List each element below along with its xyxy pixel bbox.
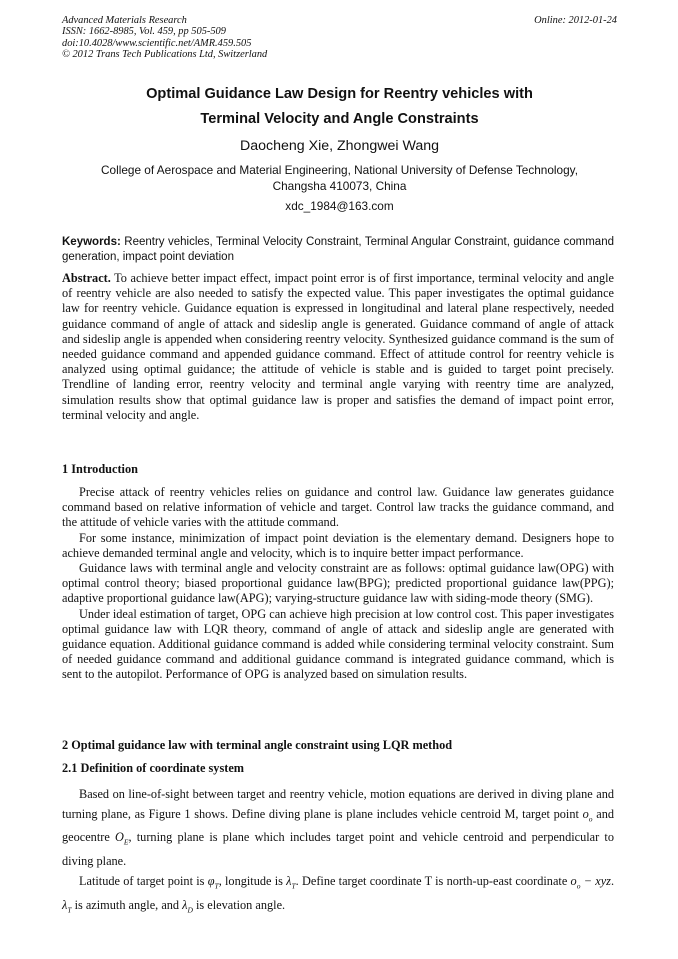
paragraph: Precise attack of reentry vehicles relies on guidance and control law. Guidance law generates guidance command based on relative information of vehicle and target. Control law tracks the guidance command, and the attitude of vehicle varies with the attitude command. (62, 485, 614, 530)
affiliation-line-1: College of Aerospace and Material Engineering, National University of Defense Technology, (101, 163, 578, 177)
paragraph: Under ideal estimation of target, OPG can achieve high precision at low control cost. This paper investigates optimal guidance law with LQR theory, command of angle of attack and sideslip angle are generated with guidance equation. Additional guidance command is added while considering terminal velocity constraint. Sum of needed guidance command and additional guidance command is integrated guidance command, which is sent to the autopilot. Performance of OPG is analyzed based on simulation results. (62, 606, 614, 682)
introduction-body (62, 485, 614, 683)
title-line-2: Terminal Velocity and Angle Constraints (200, 111, 479, 127)
keywords-text: Reentry vehicles, Terminal Velocity Constraint, Terminal Angular Constraint, guidance command generation, impact point deviation (62, 236, 614, 263)
math-subscript: E (123, 837, 129, 847)
issn-line: ISSN: 1662-8985, Vol. 459, pp 505-509 (62, 26, 226, 38)
journal-name: Advanced Materials Research (62, 15, 187, 26)
paragraph (62, 785, 614, 872)
math-symbol: − xyz (580, 873, 611, 888)
math-geocentre (115, 830, 129, 847)
math-target-coordinate (570, 873, 611, 891)
math-elevation (182, 897, 193, 915)
author-email: xdc_1984@163.com (285, 199, 394, 213)
keywords-label: Keywords: (62, 236, 121, 248)
math-azimuth (62, 897, 72, 915)
journal-header (62, 15, 617, 60)
math-symbol: λ (182, 897, 188, 912)
online-date: Online: 2012-01-24 (534, 15, 617, 26)
abstract-label: Abstract. (62, 271, 111, 285)
title-line-1: Optimal Guidance Law Design for Reentry vehicles with (146, 86, 533, 102)
math-symbol: O (115, 830, 124, 845)
math-symbol: o (570, 873, 577, 888)
coordinate-system-body (62, 785, 614, 920)
abstract-text: To achieve better impact effect, impact point error is of first importance, terminal velocity and angle of reentry vehicle are also needed to satisfy the expected value. This paper investigates the optimal guidance law for reentry vehicle. Guidance equation is expressed in longitudinal and lateral plane respectively, needed guidance command of angle of attack and sideslip angle is generated. Guidance command of angle of attack and sideslip angle is appended when considering reentry velocity. Synthesized guidance command is the sum of needed guidance command and appended guidance command. Effect of attitude control for reentry vehicle is analyzed using optimal guidance; the attitude of vehicle is stable and is guided to target point precisely. Trendline of landing error, reentry velocity and terminal angle varying with reentry time are analyzed, simulation results show that optimal guidance law is proper and satisfies the demand of impact point error, terminal velocity and angle. (62, 271, 614, 422)
math-subscript: o (576, 881, 581, 891)
math-target-point (583, 807, 593, 821)
subsection-heading-coordinate-system: 2.1 Definition of coordinate system (62, 761, 245, 775)
section-heading-optimal-guidance: 2 Optimal guidance law with terminal angle constraint using LQR method (62, 738, 453, 752)
authors: Daocheng Xie, Zhongwei Wang (239, 138, 439, 154)
abstract (62, 271, 614, 423)
text-run: Based on line-of-sight between target and reentry vehicle, motion equations are derived in diving plane and turning plane, as Figure 1 shows. Define diving plane is plane includes vehicle centroid M, target point (62, 787, 614, 821)
section-heading-introduction: 1 Introduction (62, 462, 138, 476)
text-run: is elevation angle. (192, 897, 286, 912)
text-run: Latitude of target point is (79, 873, 208, 888)
text-run: and geocentre (62, 806, 614, 845)
text-run: is azimuth angle, and (71, 897, 183, 912)
math-symbol: φ (207, 873, 215, 888)
paragraph: For some instance, minimization of impact point deviation is the elementary demand. Designers hope to achieve demanded terminal angle and velocity, which is to inquire better impact performance. (62, 530, 614, 560)
math-symbol: λ (286, 873, 292, 888)
math-symbol: o (582, 806, 589, 821)
text-run: . (610, 873, 615, 888)
math-latitude (207, 873, 219, 891)
affiliation-line-2: Changsha 410073, China (272, 179, 407, 193)
copyright-line: © 2012 Trans Tech Publications Ltd, Switzerland (62, 48, 268, 60)
text-run: . Define target coordinate T is north-up-east coordinate (295, 873, 571, 888)
math-subscript: o (588, 813, 593, 823)
doi-line: doi:10.4028/www.scientific.net/AMR.459.505 (62, 37, 252, 49)
text-run: , longitude is (218, 873, 287, 888)
math-symbol: λ (62, 897, 68, 912)
paragraph (62, 872, 614, 920)
math-subscript: T (291, 881, 296, 891)
paper-title (62, 82, 617, 132)
text-run: , turning plane is plane which includes target point and vehicle centroid and perpendicular to diving plane. (62, 830, 614, 869)
math-longitude (286, 873, 296, 891)
math-subscript: T (214, 881, 219, 891)
paragraph: Guidance laws with terminal angle and velocity constraint are as follows: optimal guidance law(OPG) with optimal control theory; biased proportional guidance law(BPG); predicted proportional guidance law(PPG); adaptive proportional guidance law(APG); varying-structure guidance law with siding-mode theory (SMG). (62, 561, 614, 606)
keywords (62, 235, 614, 265)
math-subscript: D (187, 905, 193, 915)
math-subscript: T (67, 905, 72, 915)
affiliation (62, 162, 617, 194)
